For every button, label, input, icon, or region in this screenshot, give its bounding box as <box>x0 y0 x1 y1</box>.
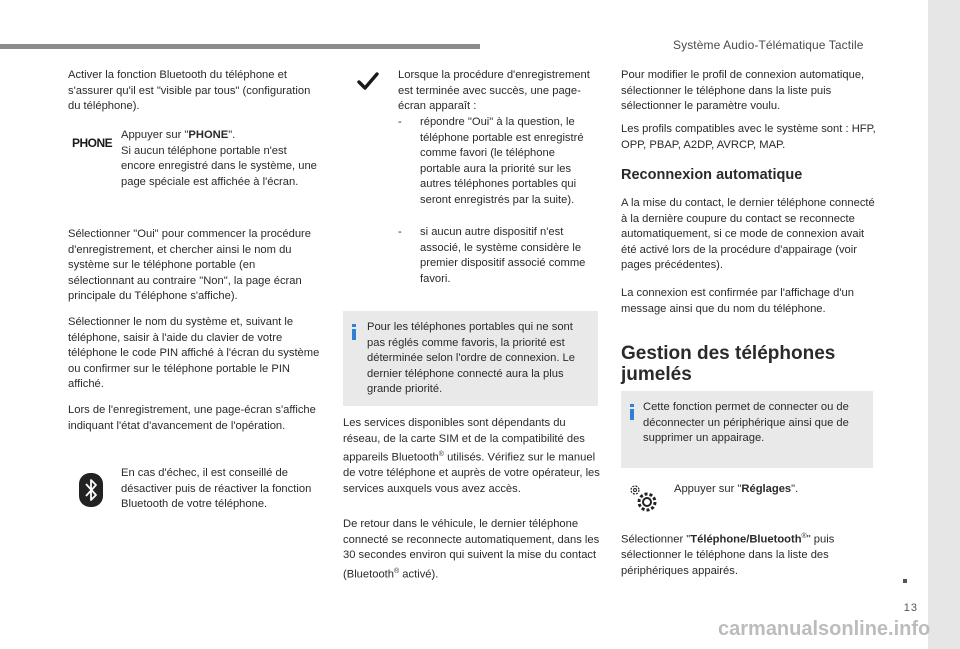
phone-description: Si aucun téléphone portable n'est encore enregistré dans le système, une page spéciale est affichée à l'écran. <box>121 144 317 188</box>
heading-gestion: Gestion des téléphones jumelés <box>621 343 836 385</box>
phone-button-icon: PHONE <box>72 136 113 150</box>
services-text: Les services disponibles sont dépendants du réseau, de la carte SIM et de la compatibilité des appareils Bluetooth® utilisés. Vérifiez sur le manuel de votre téléphone et auprès de votre opérateur, les services auxquels vous avez accès. <box>343 417 600 495</box>
info-icon <box>351 324 357 340</box>
bluetooth-note: En cas d'échec, il est conseillé de désactiver puis de réactiver la fonction Bluetooth de votre téléphone. <box>121 467 312 510</box>
running-title: Système Audio-Télématique Tactile <box>673 38 864 52</box>
col1-intro: Activer la fonction Bluetooth du téléphone et s'assurer qu'il est "visible par tous" (configuration du téléphone). <box>68 69 311 112</box>
side-tab <box>928 0 960 649</box>
info-icon <box>629 404 635 420</box>
col1-select-yes: Sélectionner "Oui" pour commencer la procédure d'enregistrement, et chercher ainsi le nom du système sur le téléphone portable (en sélectionnant au contraire "Non", la page écran principale du Téléphone s'affiche). <box>68 228 312 302</box>
list-item-default <box>398 225 598 287</box>
list-item-yes <box>398 115 598 208</box>
check-icon <box>357 72 379 90</box>
col3-profile: Pour modifier le profil de connexion automatique, sélectionner le téléphone dans la liste puis sélectionner le paramètre voulu. <box>621 69 865 112</box>
watermark: carmanualsonline.info <box>718 618 931 640</box>
page-number: 13 <box>903 602 918 614</box>
heading-reconnexion: Reconnexion automatique <box>621 167 803 183</box>
return-text: De retour dans le véhicule, le dernier téléphone connecté se reconnecte automatiquement, dans les 30 secondes environ qui suivent la mise du contact (Bluetooth® activé). <box>343 518 600 581</box>
settings-instruction: Appuyer sur "Réglages". <box>674 483 799 495</box>
header-bar <box>0 44 480 49</box>
settings-gear-icon <box>626 481 660 515</box>
info-box-manage <box>621 391 873 468</box>
col3-confirmation: La connexion est confirmée par l'affichage d'un message ainsi que du nom du téléphone. <box>621 287 854 315</box>
info-priority-text: Pour les téléphones portables qui ne sont pas réglés comme favoris, la priorité est déterminée selon l'ordre de connexion. Le dernier téléphone connecté aura la plus grande priorité. <box>367 321 575 395</box>
info-manage-text: Cette fonction permet de connecter ou de déconnecter un périphérique ainsi que de supprimer un appairage. <box>643 401 849 444</box>
select-phone-bluetooth: Sélectionner "Téléphone/Bluetooth®" puis sélectionner le téléphone dans la liste des périphériques appairés. <box>621 533 835 577</box>
info-box-priority <box>343 311 598 406</box>
phone-instruction: Appuyer sur "PHONE". Si aucun téléphone portable n'est encore enregistré dans le système, une page spéciale est affichée à l'écran. <box>121 129 317 188</box>
list-dash: - <box>398 226 402 238</box>
col3-reconnexion-text: A la mise du contact, le dernier téléphone connecté à la dernière coupure du contact se reconnecte automatiquement, si ce mode de connexion avait été activé lors de la procédure d'appairage (voir pages précédentes). <box>621 197 875 271</box>
col1-progress: Lors de l'enregistrement, une page-écran s'affiche indiquant l'état d'avancement de l'opération. <box>68 404 316 432</box>
list-item-yes-text: répondre "Oui" à la question, le téléphone portable est enregistré comme favori (le téléphone portable aura la priorité sur les autres téléphones portables qui seront enregistrés par la suite). <box>420 116 584 206</box>
col3-profiles-list: Les profils compatibles avec le système sont : HFP, OPP, PBAP, A2DP, AVRCP, MAP. <box>621 123 876 151</box>
list-item-default-text: si aucun autre dispositif n'est associé, le système considère le premier dispositif associé comme favori. <box>420 226 586 285</box>
col1-select-name: Sélectionner le nom du système et, suivant le téléphone, saisir à l'aide du clavier de votre téléphone le code PIN affiché à l'écran du système ou confirmer sur le téléphone portable le PIN affiché. <box>68 316 320 390</box>
list-dash: - <box>398 116 402 128</box>
check-intro: Lorsque la procédure d'enregistrement est terminée avec succès, une page-écran apparaît : <box>398 69 590 112</box>
bluetooth-icon <box>79 473 103 507</box>
end-marker <box>903 579 907 583</box>
